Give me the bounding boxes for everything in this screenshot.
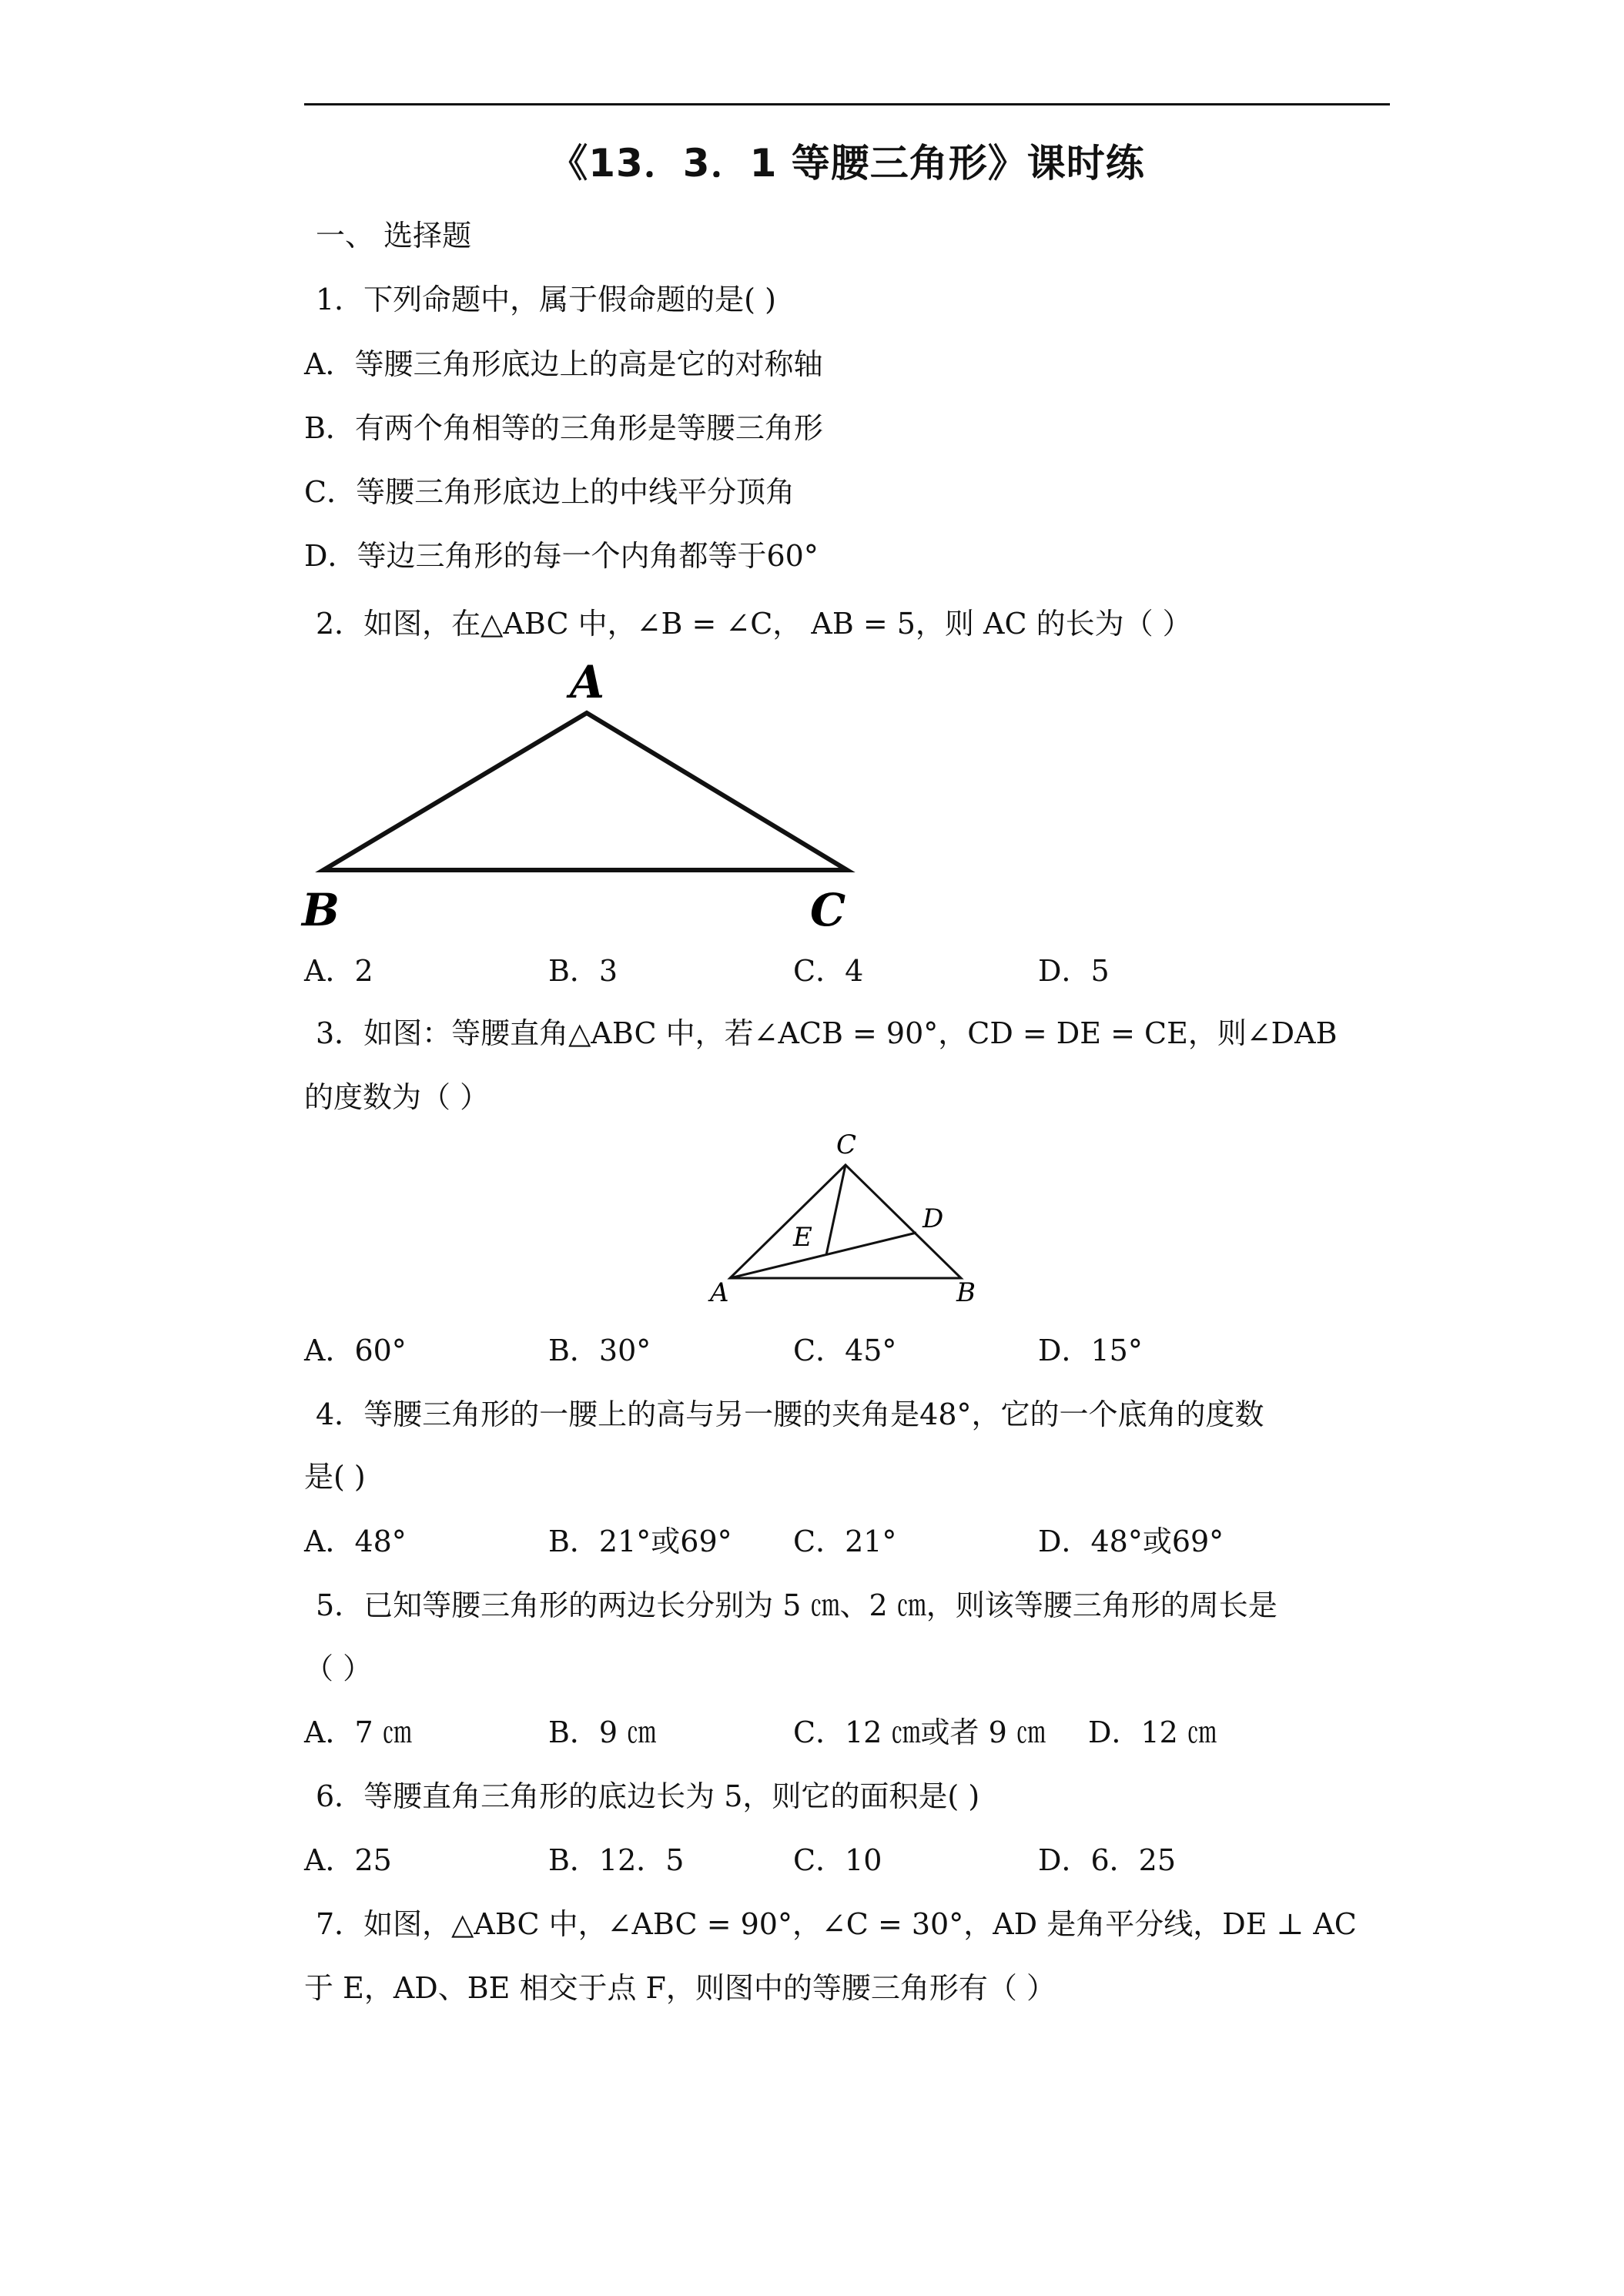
q2-figure-triangle <box>293 661 878 938</box>
q6-option-c[interactable]: C．10 <box>793 1843 882 1877</box>
q3-option-b[interactable]: B．30° <box>548 1334 651 1367</box>
q2-triangle-abc <box>323 713 847 870</box>
q3-stem-line2: 的度数为（ ） <box>304 1080 490 1114</box>
q5-stem-line1: 5．已知等腰三角形的两边长分别为 5 ㎝、2 ㎝，则该等腰三角形的周长是 <box>316 1588 1277 1622</box>
q1-option-a[interactable]: A．等腰三角形底边上的高是它的对称轴 <box>304 347 823 381</box>
q2-label-c: C <box>810 884 846 936</box>
q7-stem-line1: 7．如图，△ABC 中，∠ABC = 90°，∠C = 30°，AD 是角平分线，DE ⊥ AC <box>316 1907 1357 1941</box>
q6-option-a[interactable]: A．25 <box>304 1843 392 1877</box>
header-rule <box>304 103 1390 105</box>
q3-option-d[interactable]: D．15° <box>1038 1334 1143 1367</box>
section-heading: 一、 选择题 <box>316 219 472 253</box>
q1-option-b[interactable]: B．有两个角相等的三角形是等腰三角形 <box>304 411 823 445</box>
q3-label-c: C <box>836 1130 857 1160</box>
q3-stem-line1: 3．如图：等腰直角△ABC 中，若∠ACB = 90°，CD = DE = CE，则∠DAB <box>316 1016 1338 1050</box>
q5-option-b[interactable]: B．9 ㎝ <box>548 1715 657 1749</box>
q3-segment-ad <box>730 1233 916 1278</box>
q5-option-a[interactable]: A．7 ㎝ <box>304 1715 412 1749</box>
q2-option-c[interactable]: C．4 <box>793 954 864 988</box>
q1-option-d[interactable]: D．等边三角形的每一个内角都等于60° <box>304 539 819 573</box>
q2-option-a[interactable]: A．2 <box>304 954 373 988</box>
q4-option-a[interactable]: A．48° <box>304 1525 407 1558</box>
q3-option-a[interactable]: A．60° <box>304 1334 407 1367</box>
q3-label-e: E <box>793 1222 812 1253</box>
q4-option-c[interactable]: C．21° <box>793 1525 897 1558</box>
q6-stem: 6．等腰直角三角形的底边长为 5，则它的面积是( ) <box>316 1779 980 1813</box>
q3-label-b: B <box>956 1277 976 1308</box>
q2-stem: 2．如图，在△ABC 中，∠B = ∠C， AB = 5，则 AC 的长为（ ） <box>316 607 1192 641</box>
q4-stem-line2: 是( ) <box>304 1460 366 1494</box>
q5-option-d[interactable]: D．12 ㎝ <box>1088 1715 1217 1749</box>
q6-option-d[interactable]: D．6．25 <box>1038 1843 1176 1877</box>
q2-option-b[interactable]: B．3 <box>548 954 618 988</box>
q1-stem: 1．下列命题中，属于假命题的是( ) <box>316 283 776 316</box>
q7-stem-line2: 于 E，AD、BE 相交于点 F，则图中的等腰三角形有（ ） <box>304 1971 1056 2005</box>
q4-option-b[interactable]: B．21°或69° <box>548 1525 732 1558</box>
q1-option-c[interactable]: C．等腰三角形底边上的中线平分顶角 <box>304 475 795 509</box>
q4-stem-line1: 4．等腰三角形的一腰上的高与另一腰的夹角是48°，它的一个底角的度数 <box>316 1397 1264 1431</box>
q3-label-a: A <box>710 1277 729 1308</box>
q2-option-d[interactable]: D．5 <box>1038 954 1110 988</box>
q4-option-d[interactable]: D．48°或69° <box>1038 1525 1224 1558</box>
q3-segment-ce <box>826 1165 845 1255</box>
q5-option-c[interactable]: C．12 ㎝或者 9 ㎝ <box>793 1715 1046 1749</box>
page-title: 《13．3．1 等腰三角形》课时练 <box>549 141 1145 186</box>
q3-figure-triangle <box>693 1123 1001 1315</box>
q2-label-a: A <box>570 661 605 708</box>
q3-label-d: D <box>922 1203 944 1234</box>
q6-option-b[interactable]: B．12．5 <box>548 1843 685 1877</box>
q3-option-c[interactable]: C．45° <box>793 1334 897 1367</box>
q5-stem-line2: （ ） <box>304 1652 373 1685</box>
q2-label-b: B <box>302 884 340 936</box>
